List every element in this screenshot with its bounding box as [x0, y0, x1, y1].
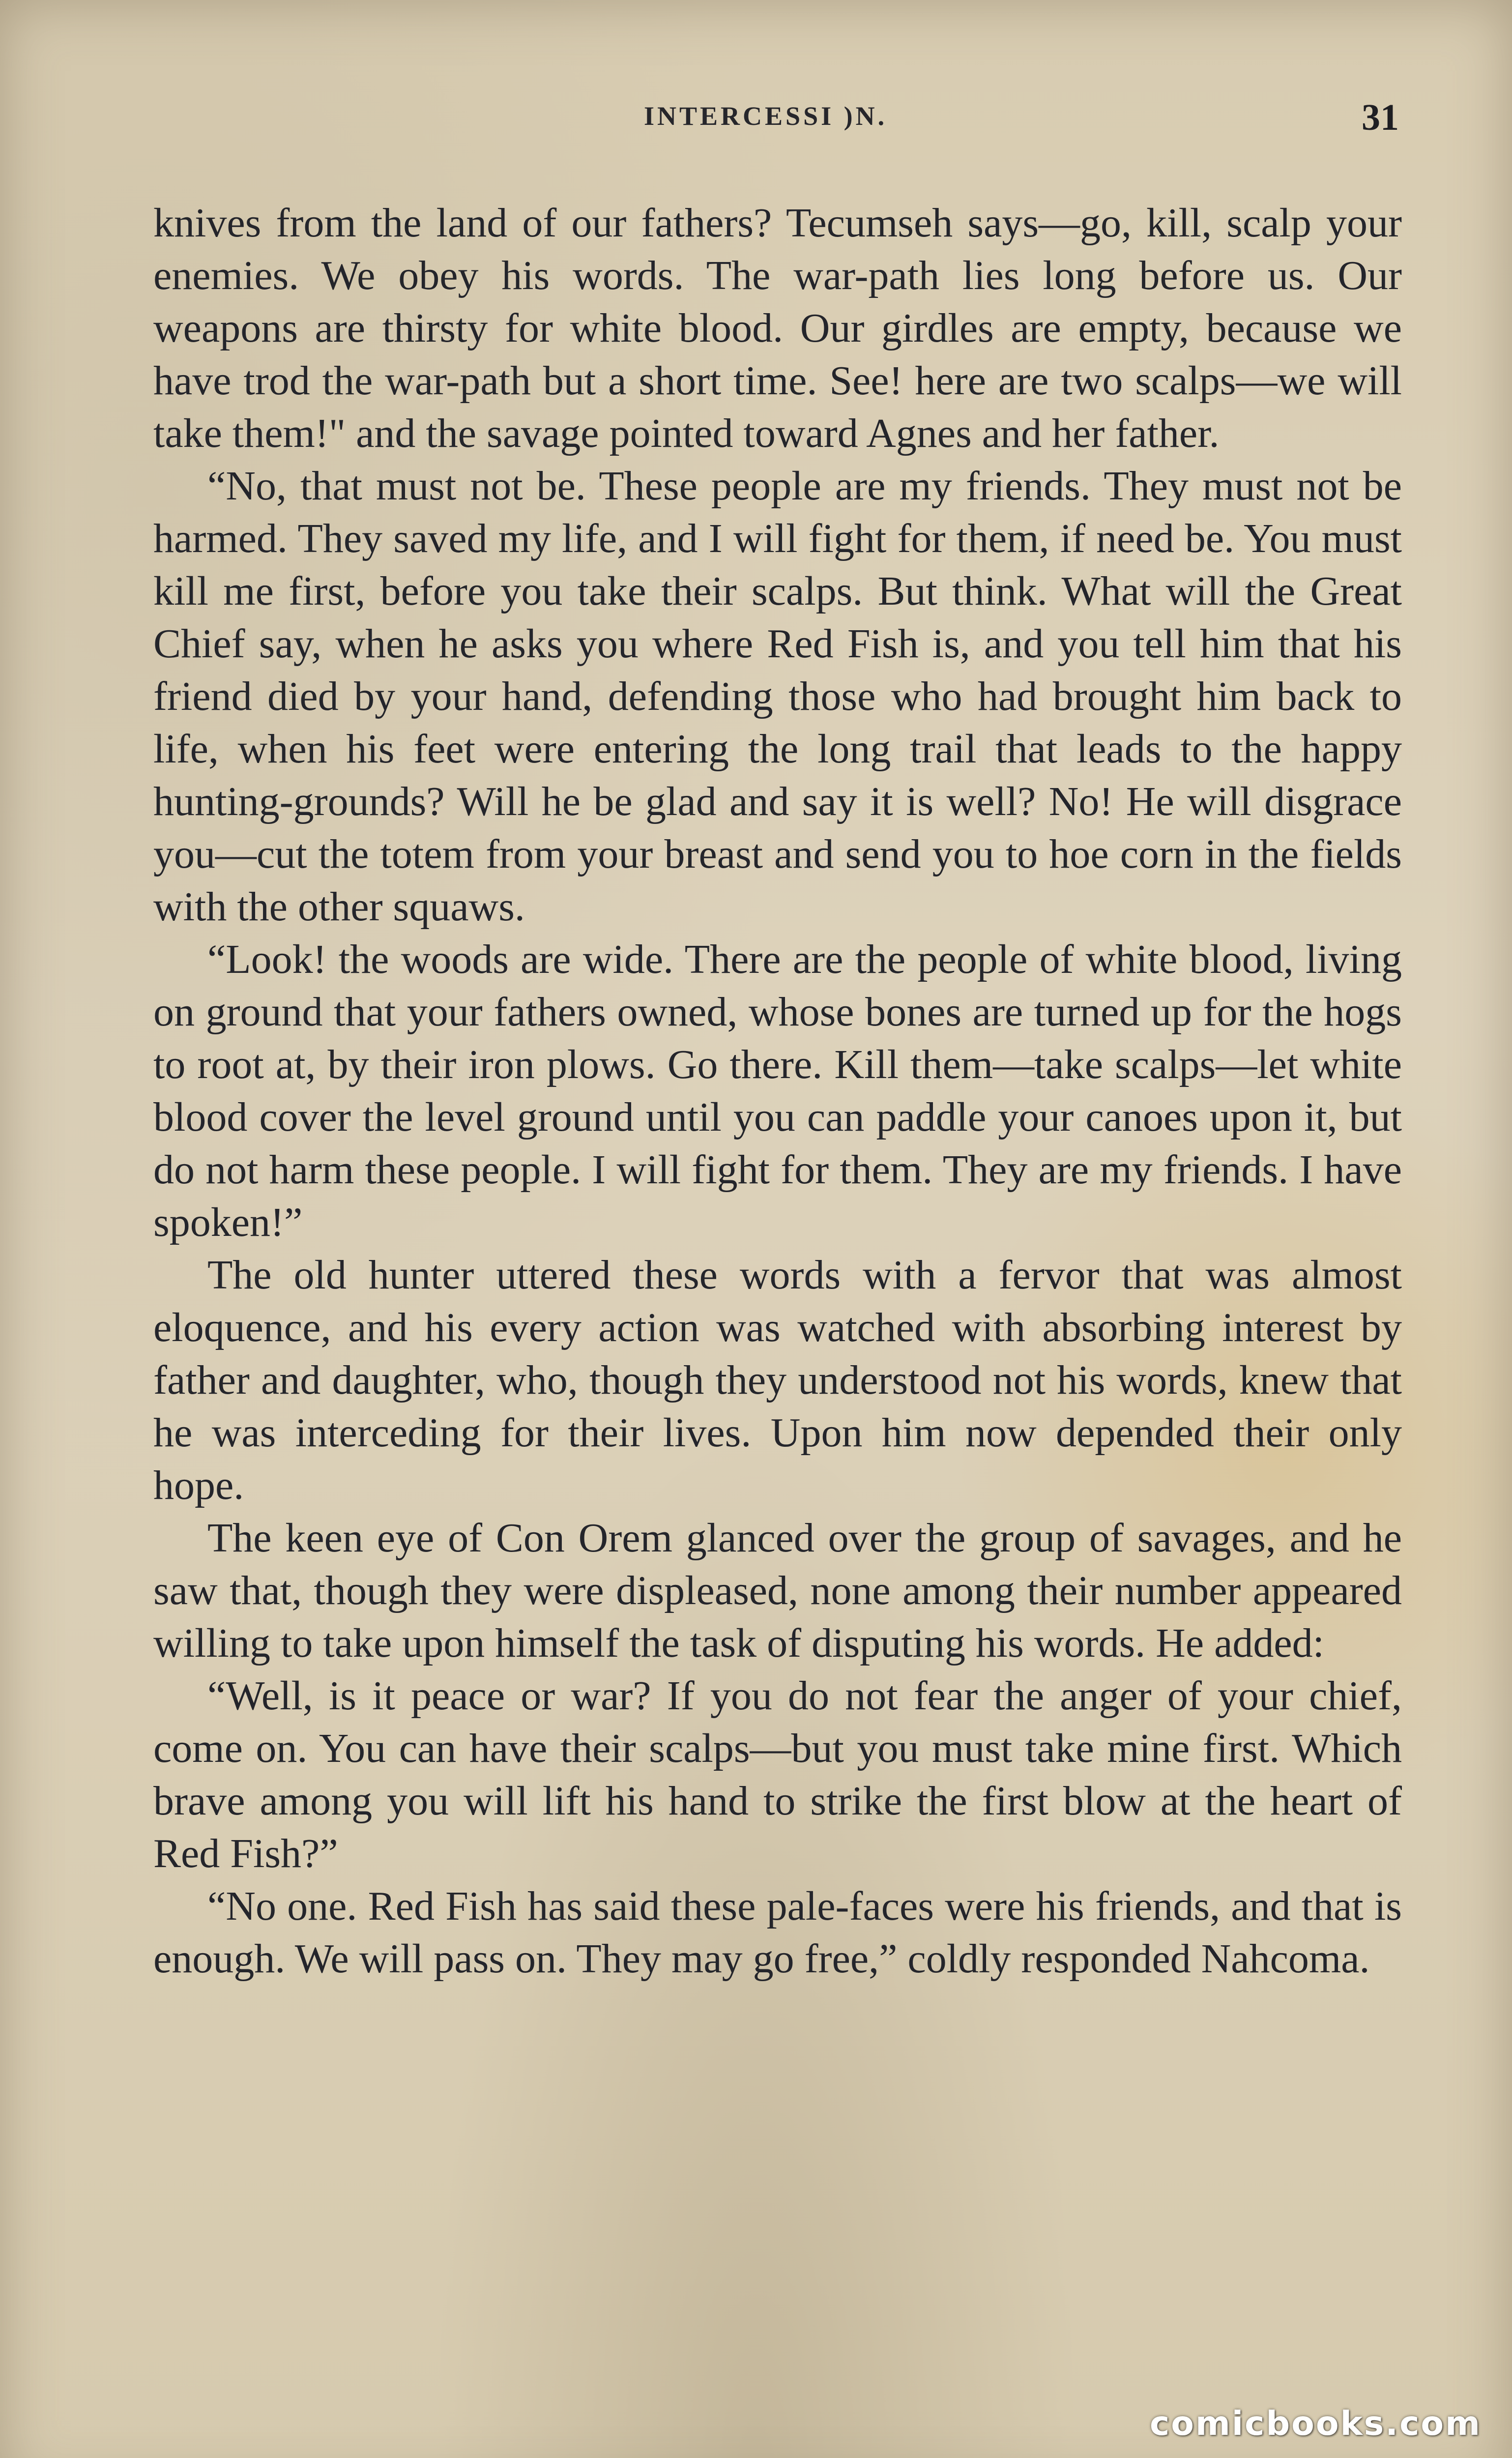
running-title: INTERCESSI )N. — [644, 101, 888, 131]
paragraph-3: “Look! the woods are wide. There are the people of white blood, living on ground that your fathers owned, whose bones are turned up for the hogs to root at, by their iron plows. Go there. Kill them—take scalps—let white blood cover the level ground until you can paddle your canoes upon it, but do not harm these people. I will fight for them. They are my friends. I have spoken!” — [153, 936, 1402, 1245]
paragraph-4: The old hunter uttered these words with a fervor that was almost eloquence, and his every action was watched with absorbing interest by father and daughter, who, though they understood not his words, knew that he was interceding for their lives. Upon him now depended their only hope. — [153, 1252, 1402, 1508]
body-text — [153, 197, 1402, 1985]
paragraph-7: “No one. Red Fish has said these pale-faces were his friends, and that is enough. We will pass on. They may go free,” coldly responded Nahcoma. — [153, 1883, 1402, 1982]
paragraph-6: “Well, is it peace or war? If you do not fear the anger of your chief, come on. You can have their scalps—but you must take mine first. Which brave among you will lift his hand to strike the first blow at the heart of Red Fish?” — [153, 1673, 1402, 1876]
page-number: 31 — [1362, 97, 1399, 138]
paragraph-1: knives from the land of our fathers? Tecumseh says—go, kill, scalp your enemies. We obey his words. The war-path lies long before us. Our weapons are thirsty for white blood. Our girdles are empty, because we have trod the war-path but a short time. See! here are two scalps—we will take them!" and the savage pointed toward Agnes and her father. — [153, 200, 1402, 456]
paragraph-5: The keen eye of Con Orem glanced over the group of savages, and he saw that, though they were displeased, none among their number appeared willing to take upon himself the task of disputing his words. He added: — [153, 1515, 1402, 1666]
watermark: comicbooks.com — [1149, 2404, 1482, 2443]
paragraph-2: “No, that must not be. These people are my friends. They must not be harmed. They saved my life, and I will fight for them, if need be. You must kill me first, before you take their scalps. But think. What will the Great Chief say, when he asks you where Red Fish is, and you tell him that his friend died by your hand, defending those who had brought him back to life, when his feet were entering the long trail that leads to the happy hunting-grounds? Will he be glad and say it is well? No! He will disgrace you—cut the totem from your breast and send you to hoe corn in the fields with the other squaws. — [153, 463, 1402, 930]
